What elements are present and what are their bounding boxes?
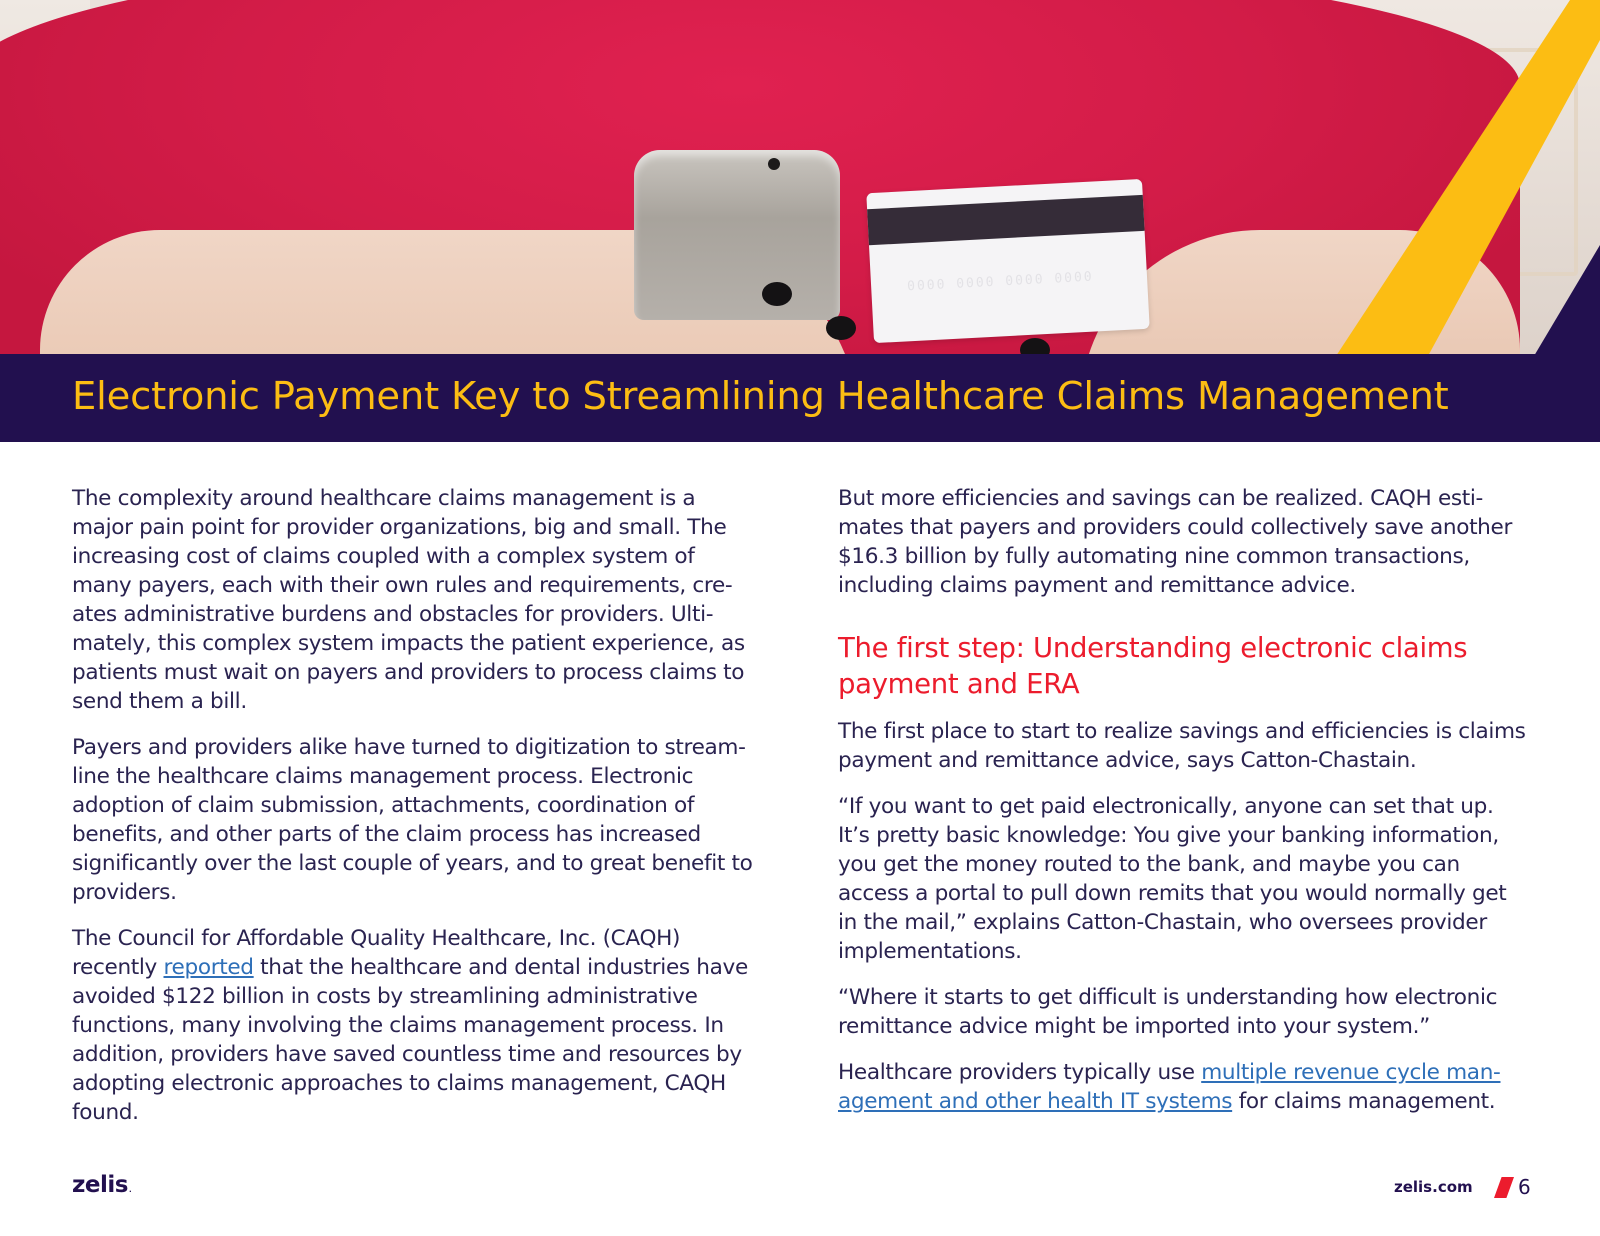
paragraph-intro [72, 484, 772, 716]
text-line: ates administrative burdens and obstacles for providers. Ulti- [72, 602, 714, 627]
text-line: The complexity around healthcare claims management is a [72, 486, 696, 511]
text-line: access a portal to pull down remits that you would normally get [838, 881, 1507, 906]
paragraph-quote-1 [838, 792, 1538, 966]
fingernail [762, 282, 792, 306]
right-column [838, 484, 1538, 1133]
section-subheading [838, 630, 1538, 702]
text-line: mately, this complex system impacts the patient experience, as [72, 631, 745, 656]
text-line: remittance advice might be imported into your system.” [838, 1014, 1430, 1039]
paragraph-health-it [838, 1058, 1538, 1116]
fingernail [826, 316, 856, 340]
text-line: The first place to start to realize savings and efficiencies is claims [838, 719, 1526, 744]
card-digits: 0000 0000 0000 0000 [906, 269, 1095, 295]
text-line: Payers and providers alike have turned to digitization to stream- [72, 735, 746, 760]
text-line: $16.3 billion by fully automating nine common transactions, [838, 544, 1470, 569]
page-number: 6 [1518, 1175, 1531, 1199]
text-line: many payers, each with their own rules and requirements, cre- [72, 573, 733, 598]
text-line: increasing cost of claims coupled with a complex system of [72, 544, 695, 569]
slash-icon [1494, 1177, 1514, 1198]
text-line [838, 1058, 1538, 1087]
text-fragment: for claims management. [1232, 1089, 1496, 1114]
text-line: significantly over the last couple of years, and to great benefit to [72, 851, 753, 876]
text-line: The Council for Affordable Quality Healthcare, Inc. (CAQH) [72, 926, 681, 951]
subheading-line: The first step: Understanding electronic claims [838, 632, 1468, 664]
revenue-cycle-link[interactable]: multiple revenue cycle man- [1201, 1060, 1501, 1085]
payment-card-image [866, 179, 1149, 343]
zelis-logo [72, 1172, 131, 1198]
text-line: major pain point for provider organizations, big and small. The [72, 515, 727, 540]
title-banner [0, 354, 1600, 442]
text-line: adopting electronic approaches to claims management, CAQH [72, 1071, 726, 1096]
page-title: Electronic Payment Key to Streamlining Healthcare Claims Management [72, 374, 1449, 419]
hero-photo [0, 0, 1600, 356]
text-line: in the mail,” explains Catton-Chastain, who oversees provider [838, 910, 1487, 935]
text-line: send them a bill. [72, 689, 247, 714]
text-line: including claims payment and remittance advice. [838, 573, 1356, 598]
paragraph-first-place [838, 717, 1538, 775]
text-line: found. [72, 1100, 139, 1125]
paragraph-caqh [72, 924, 772, 1127]
revenue-cycle-link-continued[interactable]: agement and other health IT systems [838, 1089, 1233, 1114]
text-line: avoided $122 billion in costs by streamlining administrative [72, 984, 698, 1009]
phone-camera-icon [768, 158, 780, 170]
text-line: mates that payers and providers could collectively save another [838, 515, 1512, 540]
smartphone-image [634, 150, 840, 320]
logo-text: zelis [72, 1172, 128, 1198]
subheading-line: payment and ERA [838, 668, 1080, 700]
text-line: addition, providers have saved countless time and resources by [72, 1042, 742, 1067]
magnetic-stripe [867, 195, 1145, 245]
text-line: adoption of claim submission, attachments, coordination of [72, 793, 695, 818]
text-line: benefits, and other parts of the claim process has increased [72, 822, 701, 847]
text-fragment: that the healthcare and dental industries have [253, 955, 748, 980]
paragraph-quote-2 [838, 983, 1538, 1041]
text-fragment: Healthcare providers typically use [838, 1060, 1202, 1085]
text-line [838, 1087, 1538, 1116]
website-link[interactable]: zelis.com [1394, 1178, 1473, 1196]
reported-link[interactable]: reported [163, 955, 254, 980]
text-line: implementations. [838, 939, 1022, 964]
text-line: “Where it starts to get difficult is understanding how electronic [838, 985, 1498, 1010]
left-column [72, 484, 772, 1144]
text-line [72, 953, 772, 982]
text-line: patients must wait on payers and providers to process claims to [72, 660, 745, 685]
text-line: providers. [72, 880, 177, 905]
paragraph-savings [838, 484, 1538, 600]
text-line: line the healthcare claims management process. Electronic [72, 764, 694, 789]
text-fragment: recently [72, 955, 164, 980]
text-line: “If you want to get paid electronically, anyone can set that up. [838, 794, 1494, 819]
text-line: But more efficiencies and savings can be realized. CAQH esti- [838, 486, 1483, 511]
text-line: functions, many involving the claims management process. In [72, 1013, 724, 1038]
text-line: payment and remittance advice, says Catton-Chastain. [838, 748, 1417, 773]
text-line: It’s pretty basic knowledge: You give your banking information, [838, 823, 1499, 848]
text-line: you get the money routed to the bank, and maybe you can [838, 852, 1460, 877]
logo-mark: . [128, 1186, 132, 1194]
paragraph-digitization [72, 733, 772, 907]
